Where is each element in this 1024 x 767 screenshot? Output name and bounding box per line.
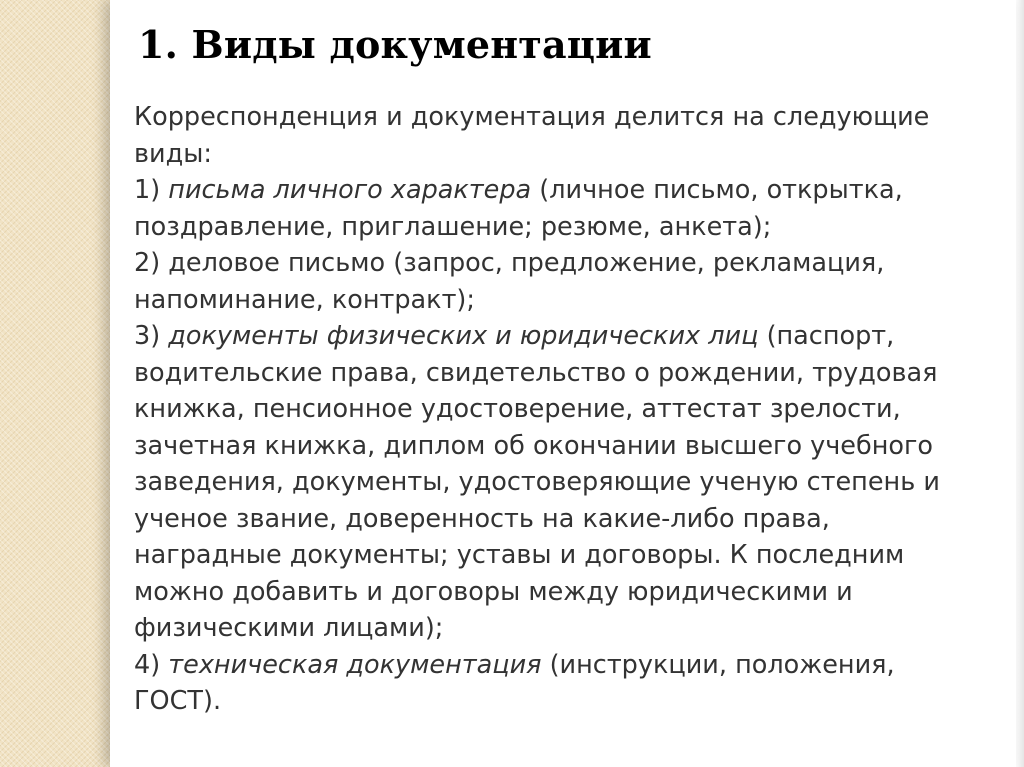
item-2 xyxy=(134,248,884,315)
item-term: техническая документация xyxy=(168,649,542,680)
item-term: документы физических и юридических лиц xyxy=(168,321,759,351)
item-details: (личное письмо, открытка, поздравление, приглашение; резюме, анкета); xyxy=(134,175,903,242)
item-number: 1) xyxy=(134,175,161,205)
slide-body xyxy=(134,99,979,720)
item-term: деловое письмо xyxy=(168,248,386,278)
item-number: 2) xyxy=(134,248,161,278)
right-edge-shadow xyxy=(1016,0,1024,767)
slide-card xyxy=(110,0,1016,767)
item-details: (инструкции, положения, ГОСТ). xyxy=(134,649,895,716)
item-1 xyxy=(134,175,903,242)
item-details: (паспорт, водительские права, свидетельство о рождении, трудовая книжка, пенсионное удостоверение, аттестат зрелости, зачетная книжка, диплом об окончании высшего учебного заведения, документы, удостоверяющие ученую степень и ученое звание, доверенность на какие-либо права, наградные документы; уставы и договоры. К последним можно добавить и договоры между юридическими и физическими лицами); xyxy=(134,321,940,643)
item-details: (запрос, предложение, рекламация, напоминание, контракт); xyxy=(134,248,885,315)
slide-title: 1. Виды документации xyxy=(138,22,652,67)
item-number: 3) xyxy=(134,321,161,351)
intro-text: Корреспонденция и документация делится на следующие виды: xyxy=(134,102,930,169)
item-4 xyxy=(134,650,895,717)
item-term: письма личного характера xyxy=(168,175,532,205)
item-number: 4) xyxy=(134,649,161,680)
decorative-left-strip xyxy=(0,0,110,767)
item-3 xyxy=(134,321,940,643)
